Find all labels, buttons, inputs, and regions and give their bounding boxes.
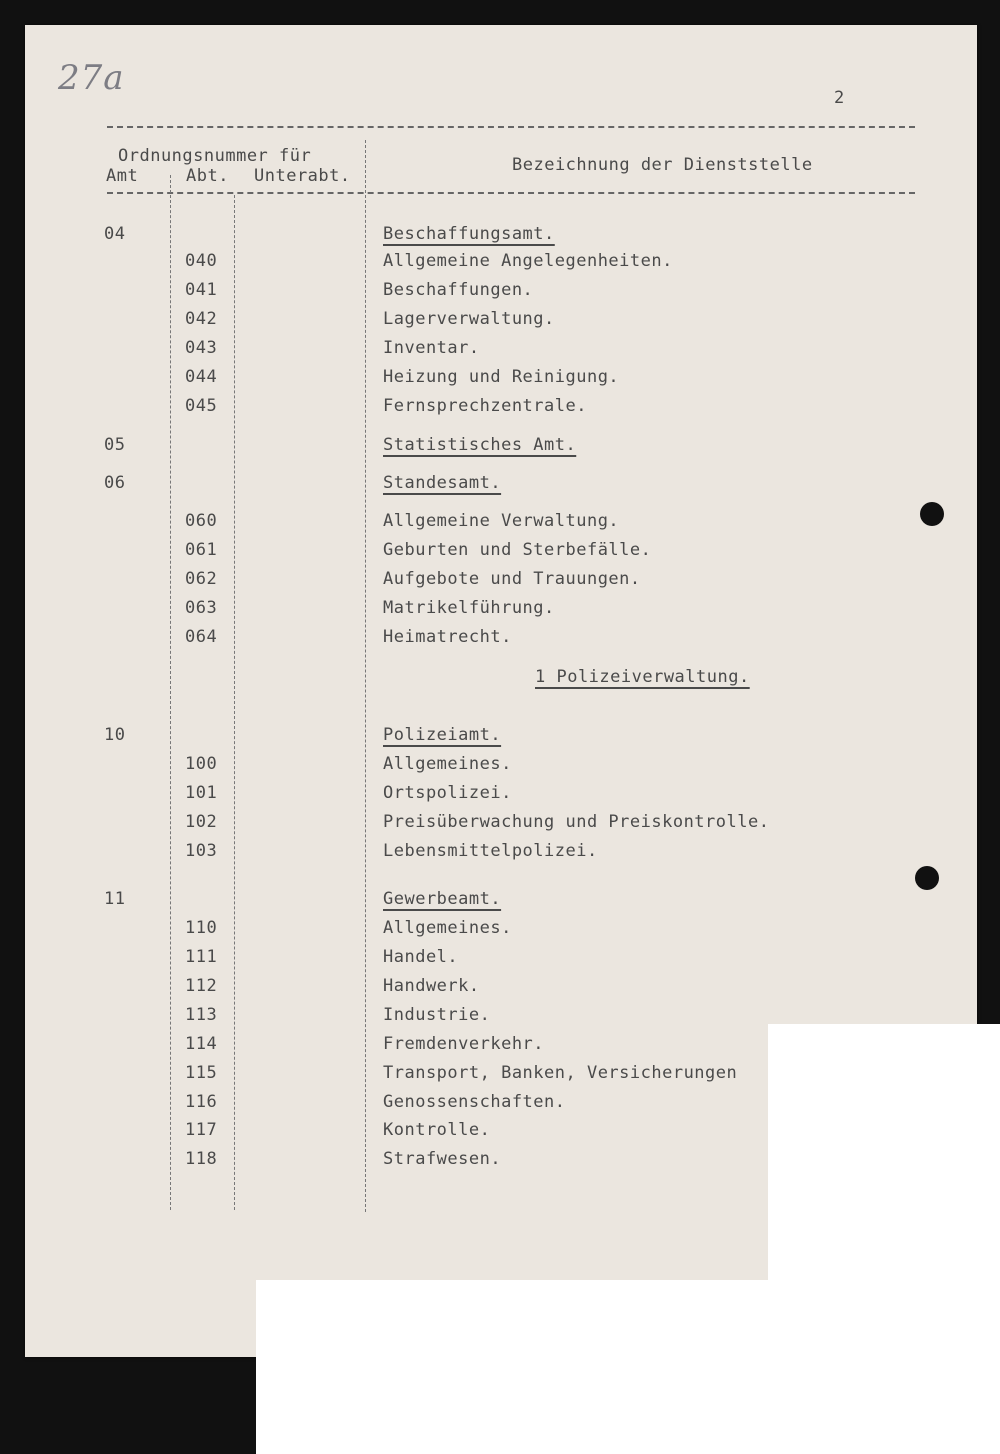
row-abt-code: 060: [185, 511, 218, 531]
row-office-heading: Standesamt.: [383, 473, 502, 493]
handwritten-mark: 27a: [58, 58, 125, 98]
row-office-name: Ortspolizei.: [383, 783, 512, 803]
row-abt-code: 111: [185, 947, 218, 967]
punch-hole: [920, 502, 944, 526]
row-abt-code: 044: [185, 367, 218, 387]
row-office-name: Aufgebote und Trauungen.: [383, 569, 641, 589]
row-abt-code: 043: [185, 338, 218, 358]
row-abt-code: 113: [185, 1005, 218, 1025]
row-office-heading: Polizeiamt.: [383, 725, 502, 745]
row-abt-code: 061: [185, 540, 218, 560]
row-abt-code: 042: [185, 309, 218, 329]
row-office-name: Heizung und Reinigung.: [383, 367, 620, 387]
row-office-heading: Beschaffungsamt.: [383, 224, 555, 244]
header-rule: [107, 192, 915, 194]
row-office-name: Beschaffungen.: [383, 280, 534, 300]
header-col-group: Ordnungsnummer für: [118, 146, 312, 166]
row-office-name: Inventar.: [383, 338, 480, 358]
row-abt-code: 116: [185, 1092, 218, 1112]
row-office-name: Allgemeine Verwaltung.: [383, 511, 620, 531]
row-abt-code: 115: [185, 1063, 218, 1083]
column-divider-abt: [234, 195, 235, 1210]
section-heading: 1 Polizeiverwaltung.: [535, 667, 750, 687]
row-office-name: Handel.: [383, 947, 459, 967]
row-office-name: Heimatrecht.: [383, 627, 512, 647]
row-amt-code: 11: [104, 889, 126, 909]
punch-hole: [915, 866, 939, 890]
row-abt-code: 045: [185, 396, 218, 416]
row-office-heading: Gewerbeamt.: [383, 889, 502, 909]
row-office-name: Fernsprechzentrale.: [383, 396, 587, 416]
row-office-name: Industrie.: [383, 1005, 491, 1025]
row-abt-code: 112: [185, 976, 218, 996]
row-abt-code: 100: [185, 754, 218, 774]
row-abt-code: 101: [185, 783, 218, 803]
row-abt-code: 041: [185, 280, 218, 300]
page-number: 2: [834, 88, 845, 108]
row-office-name: Allgemeine Angelegenheiten.: [383, 251, 673, 271]
header-col-abt: Abt.: [186, 166, 229, 186]
row-office-name: Geburten und Sterbefälle.: [383, 540, 652, 560]
row-abt-code: 117: [185, 1120, 218, 1140]
row-abt-code: 118: [185, 1149, 218, 1169]
row-amt-code: 04: [104, 224, 126, 244]
column-divider-unterabt: [365, 140, 366, 1212]
row-office-name: Allgemeines.: [383, 754, 512, 774]
row-abt-code: 062: [185, 569, 218, 589]
row-office-name: Lebensmittelpolizei.: [383, 841, 598, 861]
row-office-name: Handwerk.: [383, 976, 480, 996]
row-abt-code: 040: [185, 251, 218, 271]
blank-area: [256, 1280, 1000, 1454]
row-abt-code: 103: [185, 841, 218, 861]
row-amt-code: 05: [104, 435, 126, 455]
top-rule: [107, 126, 915, 128]
row-office-name: Kontrolle.: [383, 1120, 491, 1140]
row-abt-code: 110: [185, 918, 218, 938]
row-office-name: Lagerverwaltung.: [383, 309, 555, 329]
row-abt-code: 114: [185, 1034, 218, 1054]
row-office-name: Transport, Banken, Versicherungen: [383, 1063, 738, 1083]
row-office-name: Strafwesen.: [383, 1149, 502, 1169]
header-col-bezeichnung: Bezeichnung der Dienststelle: [512, 155, 813, 175]
header-col-amt: Amt: [106, 166, 139, 186]
row-abt-code: 064: [185, 627, 218, 647]
row-amt-code: 06: [104, 473, 126, 493]
row-office-name: Fremdenverkehr.: [383, 1034, 545, 1054]
row-abt-code: 063: [185, 598, 218, 618]
row-amt-code: 10: [104, 725, 126, 745]
row-office-name: Allgemeines.: [383, 918, 512, 938]
row-office-heading: Statistisches Amt.: [383, 435, 577, 455]
header-col-unterabt: Unterabt.: [254, 166, 351, 186]
row-office-name: Preisüberwachung und Preiskontrolle.: [383, 812, 770, 832]
row-abt-code: 102: [185, 812, 218, 832]
column-divider-amt: [170, 175, 171, 1210]
row-office-name: Matrikelführung.: [383, 598, 555, 618]
row-office-name: Genossenschaften.: [383, 1092, 566, 1112]
